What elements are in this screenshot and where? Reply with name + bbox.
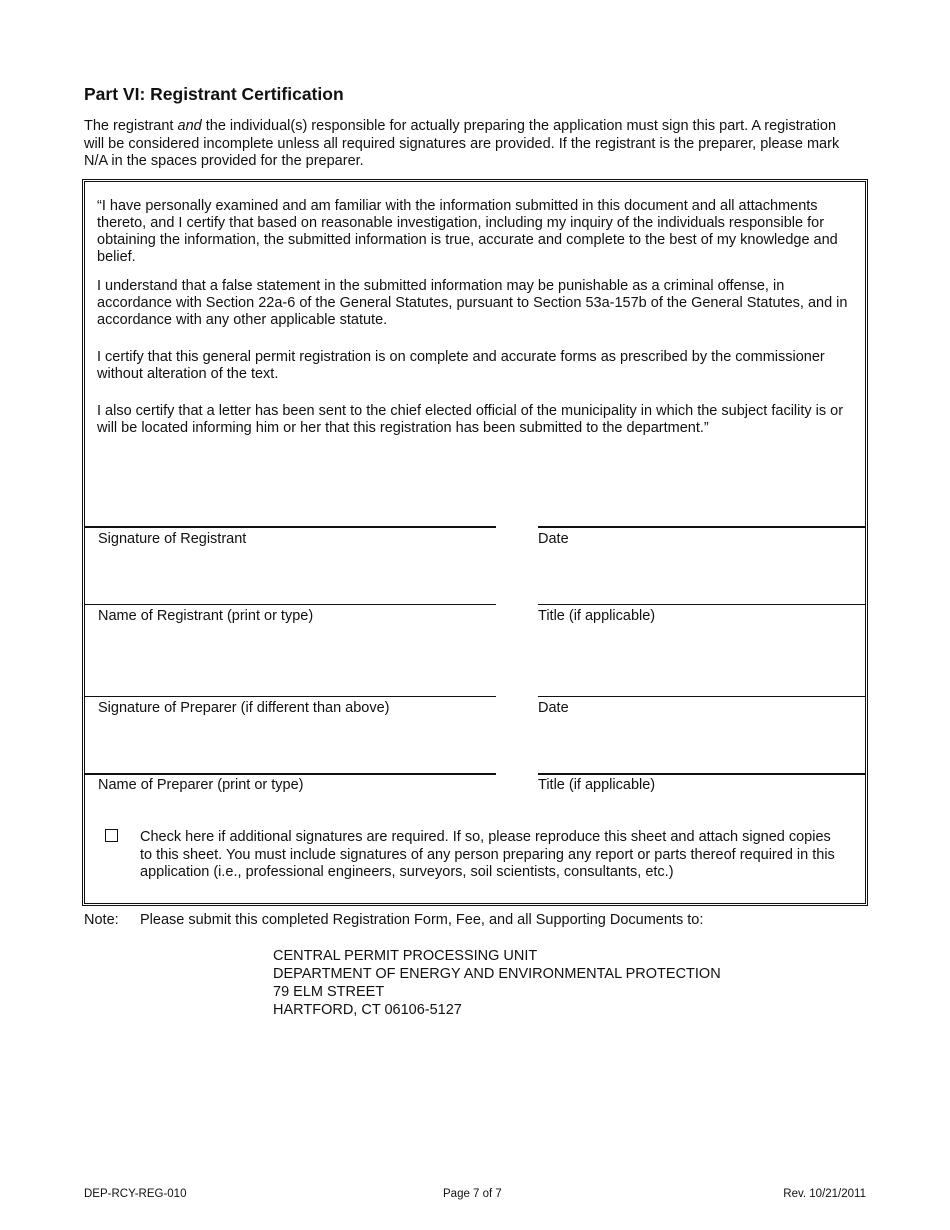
- intro-emphasis: and: [177, 118, 202, 134]
- additional-signatures-text: Check here if additional signatures are required. If so, please reproduce this sheet and attach signed copies to this sheet. You must include signatures of any person preparing any report or parts thereof required in this application (i.e., professional engineers, surveyors, soil scientists, consultants, etc.): [140, 829, 835, 880]
- address-line-4: HARTFORD, CT 06106-5127: [273, 1002, 462, 1018]
- mailing-address: [273, 947, 721, 1019]
- name-preparer-label: Name of Preparer (print or type): [98, 777, 304, 793]
- intro-text-end: the individual(s) responsible for actually preparing the application must sign this part. A registration will be considered incomplete unless all required signatures are provided. If the registrant is the preparer, please mark N/A in the spaces provided for the preparer.: [84, 118, 840, 169]
- note-text: Please submit this completed Registration Form, Fee, and all Supporting Documents to:: [140, 912, 704, 928]
- intro-paragraph: [84, 118, 844, 171]
- certification-paragraph-4: I also certify that a letter has been sent to the chief elected official of the municipality in which the subject facility is or will be located informing him or her that this registration has been submitted to the department.”: [97, 403, 844, 436]
- page-title: Part VI: Registrant Certification: [84, 84, 344, 104]
- date-1-line[interactable]: [538, 526, 865, 528]
- certification-paragraph-1: “I have personally examined and am familiar with the information submitted in this document and all attachments thereto, and I certify that based on reasonable investigation, including my inquiry of the individuals responsible for obtaining the information, the submitted information is true, accurate and complete to the best of my knowledge and belief.: [97, 198, 838, 265]
- title-1-line[interactable]: [538, 604, 865, 605]
- name-preparer-line[interactable]: [85, 773, 496, 775]
- date-2-label: Date: [538, 700, 569, 716]
- address-line-3: 79 ELM STREET: [273, 984, 385, 1000]
- certification-paragraph-2: I understand that a false statement in the submitted information may be punishable as a criminal offense, in accordance with Section 22a-6 of the General Statutes, pursuant to Section 53a-157b of the General Statutes, and in accordance with any other applicable statute.: [97, 278, 848, 328]
- footer-revision: Rev. 10/21/2011: [783, 1188, 866, 1200]
- title-2-line[interactable]: [538, 773, 865, 775]
- title-2-label: Title (if applicable): [538, 777, 656, 793]
- signature-registrant-line[interactable]: [85, 526, 496, 528]
- signature-registrant-label: Signature of Registrant: [98, 531, 247, 547]
- signature-preparer-label: Signature of Preparer (if different than above): [98, 700, 390, 716]
- footer-form-id: DEP-RCY-REG-010: [84, 1188, 187, 1200]
- date-1-label: Date: [538, 531, 569, 547]
- additional-signatures-checkbox[interactable]: [105, 829, 118, 842]
- note-label: Note:: [84, 912, 119, 928]
- name-registrant-label: Name of Registrant (print or type): [98, 608, 314, 624]
- certification-paragraph-3: I certify that this general permit registration is on complete and accurate forms as prescribed by the commissioner without alteration of the text.: [97, 349, 825, 382]
- name-registrant-line[interactable]: [85, 604, 496, 605]
- address-line-2: DEPARTMENT OF ENERGY AND ENVIRONMENTAL PROTECTION: [273, 966, 721, 982]
- intro-text-start: The registrant: [84, 118, 178, 134]
- title-1-label: Title (if applicable): [538, 608, 656, 624]
- footer-page-number: Page 7 of 7: [443, 1188, 502, 1200]
- signature-preparer-line[interactable]: [85, 696, 496, 697]
- certification-box: [82, 179, 868, 906]
- address-line-1: CENTRAL PERMIT PROCESSING UNIT: [273, 948, 538, 964]
- date-2-line[interactable]: [538, 696, 865, 697]
